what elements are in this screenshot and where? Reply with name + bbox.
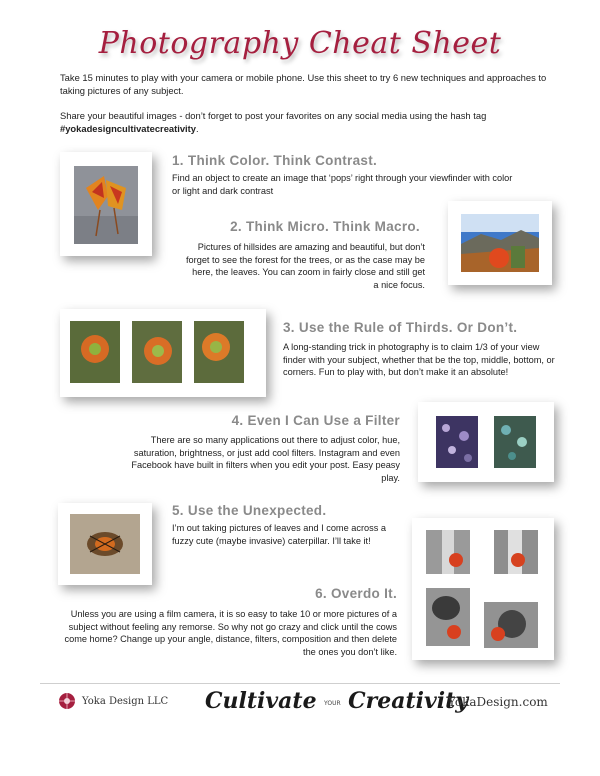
section-5-body: I’m out taking pictures of leaves and I come across a fuzzy cute (maybe invasive) caterpillar. I’ll take it! <box>172 523 386 546</box>
intro-paragraph-1: Take 15 minutes to play with your camera or mobile phone. Use this sheet to try 6 new techniques and approaches to taking pictures of any subject. <box>60 72 547 96</box>
company-name: Yoka Design LLC <box>82 696 169 707</box>
section-6-heading: 6. Overdo It. <box>315 586 397 601</box>
section-3-heading: 3. Use the Rule of Thirds. Or Don’t. <box>283 320 518 335</box>
thirds-photo-1 <box>70 321 120 383</box>
photo-card-leaves <box>60 152 152 256</box>
photo-card-hillside <box>448 201 552 285</box>
flower-logo-icon <box>58 692 76 710</box>
overdo-photo-3 <box>426 588 470 646</box>
tagline <box>205 688 469 714</box>
overdo-photo-1 <box>426 530 470 574</box>
intro-paragraph-2 <box>60 110 550 135</box>
photo-card-filter <box>418 402 554 482</box>
hashtag: #yokadesigncultivatecreativity <box>60 122 197 134</box>
section-6-body: Unless you are using a film camera, it is so easy to take 10 or more pictures of a subject without feeling any remorse. So why not go crazy and click until the cows come home? Change up your angle, distance, filters, composition and then delete the ones you don’t like. <box>64 609 397 657</box>
section-4-body: There are so many applications out there to adjust color, hue, saturation, brightness, or just add cool filters. Instagram and even Facebook have built in filters when you edit your post. Easy peasy play. <box>131 435 400 483</box>
hillside-photo <box>461 214 539 272</box>
photo-card-thirds <box>60 309 266 397</box>
section-1-heading: 1. Think Color. Think Contrast. <box>172 153 378 168</box>
section-2-body: Pictures of hillsides are amazing and beautiful, but don’t forget to see the forest for the trees, or as the case may be here, the leaves. You can zoom in fairly close and still get a nice focus. <box>185 242 425 290</box>
intro-end: . <box>196 122 199 134</box>
filter-photo-1 <box>436 416 478 468</box>
photo-card-caterpillar <box>58 503 152 585</box>
website: YokaDesign.com <box>448 695 548 709</box>
thirds-photo-3 <box>194 321 244 383</box>
thirds-photo-2 <box>132 321 182 383</box>
leaves-photo <box>74 166 138 244</box>
filter-photo-2 <box>494 416 536 468</box>
photo-card-overdo <box>412 518 554 660</box>
tagline-cultivate: Cultivate <box>205 688 317 714</box>
section-2-heading: 2. Think Micro. Think Macro. <box>230 219 420 234</box>
caterpillar-photo <box>70 514 140 574</box>
tagline-your: YOUR <box>324 700 341 708</box>
overdo-photo-2 <box>494 530 538 574</box>
page-title: Photography Cheat Sheet <box>98 26 502 61</box>
intro-text: Share your beautiful images - don’t forget to post your favorites on any social media using the hash tag <box>60 110 487 121</box>
overdo-photo-4 <box>484 602 538 648</box>
footer-divider <box>40 683 560 684</box>
tagline-creativity: Creativity <box>348 688 469 714</box>
section-1-body: Find an object to create an image that ‘pops’ right through your viewfinder with color or light and dark contrast <box>172 173 513 196</box>
section-5-heading: 5. Use the Unexpected. <box>172 503 327 518</box>
section-3-body: A long-standing trick in photography is to claim 1/3 of your view finder with your subject, whether that be the top, middle, bottom, or corners. Fun to play with, but don’t make it an absolute! <box>283 342 555 378</box>
section-4-heading: 4. Even I Can Use a Filter <box>231 413 400 428</box>
